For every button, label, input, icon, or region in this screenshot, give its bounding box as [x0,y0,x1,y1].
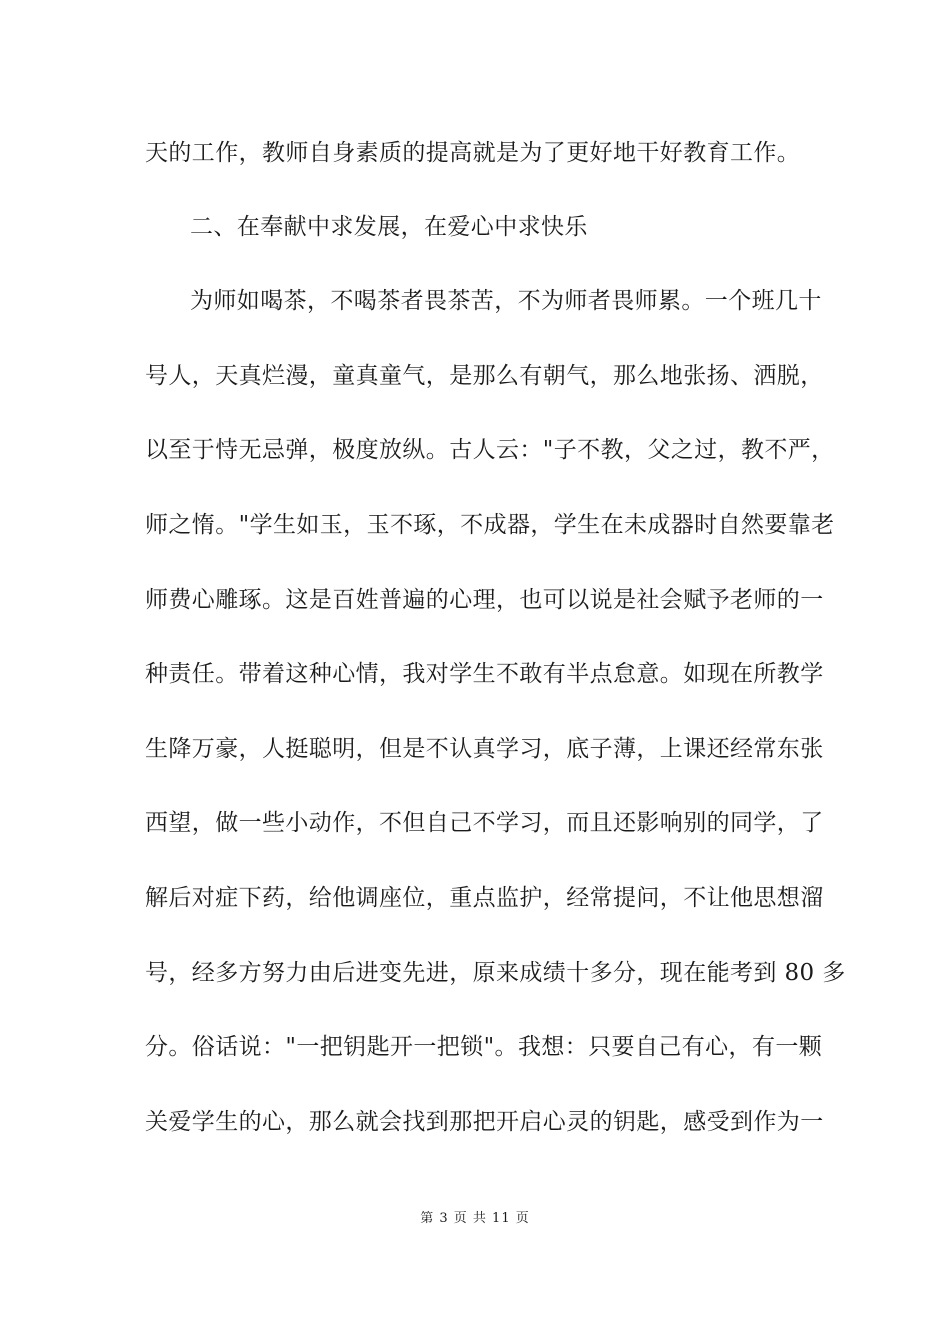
paragraph-line-6: 师之惰。"学生如玉，玉不琢，不成器，学生在未成器时自然要靠老 [145,512,835,538]
paragraph-line-12: 号，经多方努力由后进变先进，原来成绩十多分，现在能考到 80 多 [145,960,846,986]
paragraph-line-1: 天的工作，教师自身素质的提高就是为了更好地干好教育工作。 [145,140,801,166]
paragraph-line-11: 解后对症下药，给他调座位，重点监护，经常提问，不让他思想溜 [145,885,824,911]
paragraph-line-13: 分。俗话说："一把钥匙开一把锁"。我想：只要自己有心，有一颗 [145,1034,823,1060]
paragraph-line-5: 以至于恃无忌弹，极度放纵。古人云："子不教，父之过，教不严， [145,437,835,463]
paragraph-line-9: 生降万豪，人挺聪明，但是不认真学习，底子薄，上课还经常东张 [145,736,824,762]
paragraph-line-3: 为师如喝茶，不喝茶者畏茶苦，不为师者畏师累。一个班几十 [190,288,822,314]
paragraph-line-7: 师费心雕琢。这是百姓普遍的心理，也可以说是社会赋予老师的一 [145,587,824,613]
paragraph-line-14: 关爱学生的心，那么就会找到那把开启心灵的钥匙，感受到作为一 [145,1109,824,1135]
section-heading: 二、在奉献中求发展，在爱心中求快乐 [190,214,588,240]
page-number-footer: 第 3 页 共 11 页 [420,1211,530,1226]
paragraph-line-8: 种责任。带着这种心情，我对学生不敢有半点怠意。如现在所教学 [145,661,824,687]
paragraph-line-10: 西望，做一些小动作，不但自己不学习，而且还影响别的同学，了 [145,810,824,836]
paragraph-line-4: 号人，天真烂漫，童真童气，是那么有朝气，那么地张扬、洒脱， [145,363,824,389]
